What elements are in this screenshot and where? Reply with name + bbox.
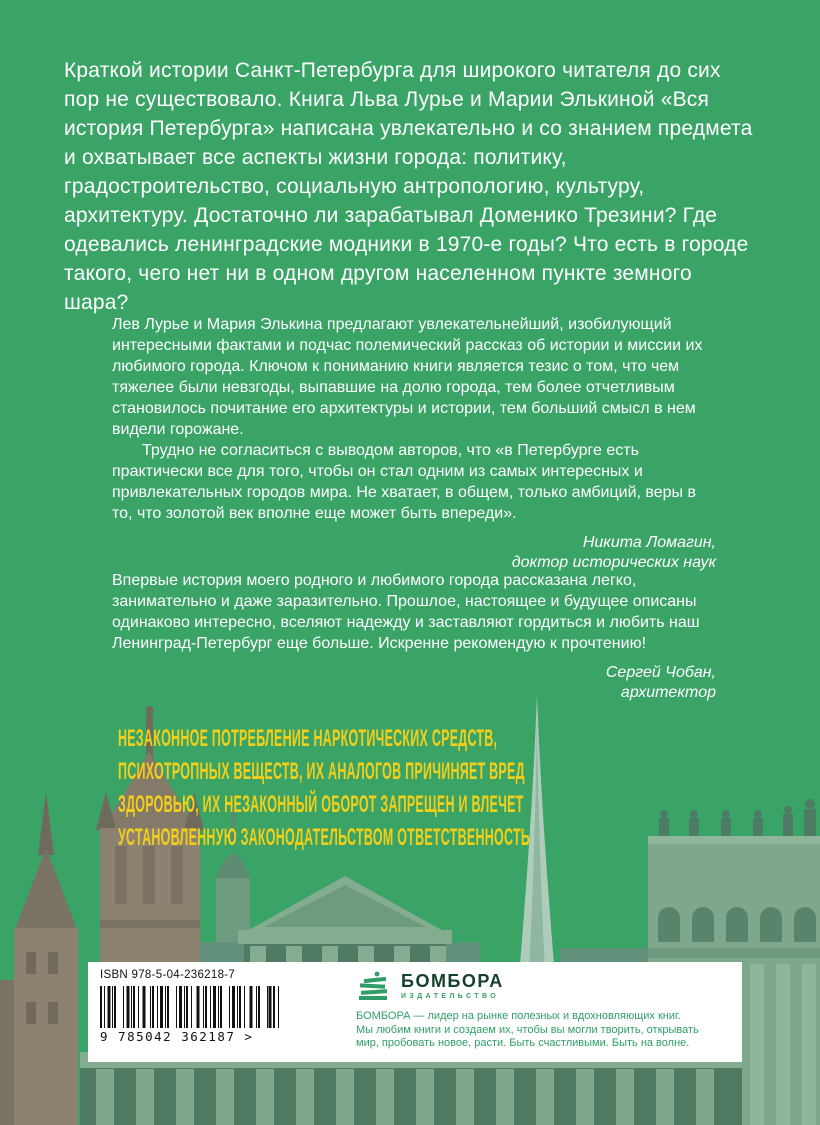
review1-attribution [112, 533, 716, 573]
review1-paragraph-1: Лев Лурье и Мария Элькина предлагают увлекательнейший, изобилующий интересными фактами и подчас полемический рассказ об истории и миссии их любимого города. Ключом к пониманию книги является тезис о том, что чем тяжелее были невзгоды, выпавшие на долю города, тем более отчетливым становилось почитание его архитектуры и истории, тем больший смысл в нем видели горожане. [112, 316, 703, 438]
tagline-line: Мы любим книги и создаем их, чтобы вы могли творить, открывать [356, 1023, 699, 1036]
bottom-colonnade-shape [80, 1052, 742, 1125]
bombora-logo-icon [356, 969, 392, 1003]
legal-warning [118, 722, 530, 854]
review1-author: Никита Ломагин, [582, 534, 716, 551]
isbn-text: ISBN 978-5-04-236218-7 [100, 969, 236, 981]
barcode-digits: 9 785042 362187 > [100, 1029, 254, 1044]
review2-paragraph-1: Впервые история моего родного и любимого города рассказана легко, занимательно и даже заразительно. Прошлое, настоящее и будущее описаны одинаково интересно, вселяют надежду и заставляют гордиться и любить наш Ленинград-Петербург еще больше. Искренне рекомендую к прочтению! [112, 572, 700, 652]
publisher-name-group [401, 972, 504, 1000]
review2-attribution [112, 663, 716, 703]
isbn-block [100, 969, 330, 1044]
legal-warning-line: УСТАНОВЛЕННУЮ ЗАКОНОДАТЕЛЬСТВОМ ОТВЕТСТВЕННОСТЬ [118, 824, 531, 851]
review1-paragraph-2: Трудно не согласиться с выводом авторов, что «в Петербурге есть практически все для того, чтобы он стал одним из самых интересных и привлекательных городов мира. Не хватает, в общем, только амбиций, веры в то, что золотой век вполне еще может быть впереди». [112, 442, 696, 522]
tagline-line: мир, пробовать новое, расти. Быть счастливыми. Быть на волне. [356, 1037, 690, 1049]
review2-author: Сергей Чобан, [605, 664, 716, 681]
publisher-name: БОМБОРА [401, 971, 504, 991]
publisher-block [356, 969, 734, 1051]
legal-warning-line: НЕЗАКОННОЕ ПОТРЕБЛЕНИЕ НАРКОТИЧЕСКИХ СРЕДСТВ, [118, 725, 498, 752]
publisher-subtitle: ИЗДАТЕЛЬСТВО [401, 993, 500, 1000]
publisher-bar [88, 962, 742, 1062]
publisher-tagline [356, 1010, 734, 1051]
review1-author-title: доктор исторических наук [511, 554, 716, 571]
review2-author-title: архитектор [620, 684, 716, 701]
publisher-logo-row [356, 969, 734, 1003]
barcode [100, 986, 282, 1028]
legal-warning-line: ЗДОРОВЬЮ, ИХ НЕЗАКОННЫЙ ОБОРОТ ЗАПРЕЩЕН И ВЛЕЧЕТ [118, 791, 524, 818]
intro-text: Краткой истории Санкт-Петербурга для широкого читателя до сих пор не существовало. Книга Льва Лурье и Марии Элькиной «Вся история Петербурга» написана увлекательно и со знанием предмета и охватывает все аспекты жизни города: политику, градостроительство, социальную антропологию, культуру, архитектуру. Достаточно ли зарабатывал Доменико Трезини? Где одевались ленинградские модники в 1970-е годы? Что есть в городе такого, чего нет ни в одном другом населенном пункте земного шара? [64, 59, 753, 314]
legal-warning-line: ПСИХОТРОПНЫХ ВЕЩЕСТВ, ИХ АНАЛОГОВ ПРИЧИНЯЕТ ВРЕД [118, 758, 525, 785]
review-block-2 [112, 570, 716, 703]
tagline-line: БОМБОРА — лидер на рынке полезных и вдохновляющих книг. [356, 1010, 681, 1022]
left-corner-tower-shape [0, 792, 78, 1125]
review-block-1 [112, 314, 716, 573]
